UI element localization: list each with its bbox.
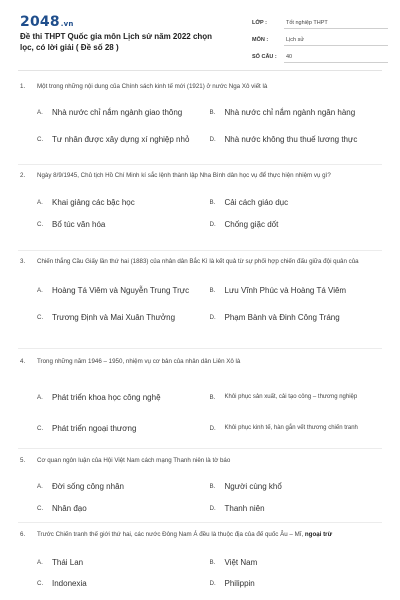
option-row (37, 476, 382, 498)
option-text: Phạm Bành và Đinh Công Tráng (224, 312, 340, 322)
exam-header (0, 0, 400, 68)
option-letter: D. (209, 505, 216, 512)
option-c[interactable] (37, 125, 210, 155)
question-emphasis: ngoại trừ (304, 531, 333, 538)
question-number: 5. (20, 457, 26, 464)
option-b[interactable] (210, 101, 383, 125)
option-b[interactable] (210, 552, 383, 574)
option-letter: B. (209, 483, 216, 490)
option-text: Nhà nước chỉ nắm ngành ngân hàng (224, 107, 356, 117)
option-letter: B. (209, 559, 216, 566)
option-letter: A. (37, 287, 43, 294)
meta-value: 40 (284, 51, 388, 63)
option-letter: A. (37, 109, 43, 116)
option-row (37, 125, 382, 155)
option-row (37, 552, 382, 574)
option-d[interactable] (210, 307, 383, 329)
option-letter: D. (209, 136, 216, 143)
option-row (37, 275, 382, 307)
option-letter: D. (209, 221, 216, 228)
answer-options (20, 101, 382, 155)
question-3 (20, 257, 382, 329)
question-number: 1. (20, 83, 26, 90)
option-text: Hoàng Tá Viêm và Nguyễn Trung Trực (52, 285, 190, 295)
option-b[interactable] (210, 275, 383, 307)
meta-value: Tốt nghiệp THPT (284, 17, 388, 29)
option-letter: B. (209, 199, 216, 206)
option-letter: D. (209, 425, 216, 432)
question-prompt: Một trong những nội dung của Chính sách kinh tế mới (1921) ở nước Nga Xô viết là (37, 83, 268, 90)
question-2 (20, 171, 382, 236)
option-a[interactable] (37, 381, 210, 415)
option-b[interactable] (210, 192, 383, 214)
option-row (37, 307, 382, 329)
option-text: Thái Lan (52, 557, 84, 567)
option-row (37, 214, 382, 236)
option-text: Lưu Vĩnh Phúc và Hoàng Tá Viêm (224, 285, 347, 295)
option-c[interactable] (37, 307, 210, 329)
option-d[interactable] (210, 214, 383, 236)
option-a[interactable] (37, 275, 210, 307)
option-a[interactable] (37, 476, 210, 498)
option-letter: A. (37, 483, 43, 490)
exam-title: Đề thi THPT Quốc gia môn Lịch sử năm 2022 chọn lọc, có lời giải ( Đề số 28 ) (20, 32, 213, 52)
header-divider (18, 70, 382, 71)
question-4 (20, 357, 382, 443)
question-prompt: Chiến thắng Cầu Giấy lần thứ hai (1883) của nhân dân Bắc Kì là kết quả từ sự phối hợp chiến đấu giữa đội quân của (37, 258, 359, 265)
option-letter: A. (37, 394, 43, 401)
option-d[interactable] (210, 125, 383, 155)
option-letter: C. (37, 505, 44, 512)
option-letter: B. (209, 394, 216, 401)
option-a[interactable] (37, 552, 210, 574)
option-letter: C. (37, 221, 44, 228)
option-text: Phát triển ngoại thương (52, 423, 137, 433)
question-text (20, 357, 382, 367)
option-text: Indonexia (52, 578, 87, 588)
option-text: Phát triển khoa học công nghệ (52, 392, 161, 402)
option-row (37, 498, 382, 520)
option-c[interactable] (37, 498, 210, 520)
option-row (37, 574, 382, 594)
option-text: Khai giảng các bậc học (52, 197, 135, 207)
question-6 (20, 530, 382, 594)
option-c[interactable] (37, 574, 210, 594)
meta-label: LỚP : (252, 19, 267, 26)
meta-row-count (252, 48, 388, 65)
meta-value: Lịch sử (284, 34, 388, 46)
option-text: Chống giặc dốt (224, 219, 279, 229)
question-divider (18, 164, 382, 165)
question-prompt: Ngày 8/9/1945, Chủ tịch Hồ Chí Minh kí sắc lệnh thành lập Nha Bình dân học vụ để thực hiện nhiệm vụ gì? (37, 172, 331, 179)
option-row (37, 381, 382, 415)
meta-row-class (252, 14, 388, 31)
question-text (20, 82, 382, 92)
meta-label: MÔN : (252, 36, 269, 43)
question-text (20, 257, 382, 267)
question-prompt: Trong những năm 1946 – 1950, nhiệm vụ cơ bản của nhân dân Liên Xô là (37, 358, 241, 365)
option-row (37, 415, 382, 443)
option-a[interactable] (37, 192, 210, 214)
answer-options (20, 192, 382, 236)
option-letter: C. (37, 136, 44, 143)
option-text: Thanh niên (224, 503, 265, 513)
option-letter: D. (209, 580, 216, 587)
question-text (20, 456, 382, 466)
option-letter: C. (37, 314, 44, 321)
question-text (20, 530, 382, 540)
option-text: Người cùng khổ (224, 481, 282, 491)
question-number: 2. (20, 172, 26, 179)
option-text: Trương Định và Mai Xuân Thưởng (52, 312, 176, 322)
option-a[interactable] (37, 101, 210, 125)
question-prompt-text: Trước Chiến tranh thế giới thứ hai, các nước Đông Nam Á đều là thuộc địa của đế quốc Âu – Mĩ, (37, 531, 304, 538)
option-d[interactable] (210, 415, 383, 443)
option-text: Nhân đạo (52, 503, 87, 513)
option-row (37, 101, 382, 125)
answer-options (20, 275, 382, 329)
question-text (20, 171, 382, 181)
option-text: Khôi phục sản xuất, cải tạo công – thương nghiệp (224, 394, 358, 400)
question-divider (18, 250, 382, 251)
option-text: Tư nhân được xây dựng xí nghiệp nhỏ (52, 134, 190, 144)
option-c[interactable] (37, 214, 210, 236)
question-prompt (37, 530, 382, 540)
option-text: Philippin (224, 578, 255, 588)
option-d[interactable] (210, 498, 383, 520)
option-letter: B. (209, 287, 216, 294)
option-letter: C. (37, 425, 44, 432)
meta-row-subject (252, 31, 388, 48)
option-text: Khôi phục kinh tế, hàn gắn vết thương chiến tranh (224, 425, 358, 431)
meta-label: SỐ CÂU : (252, 53, 277, 60)
option-letter: D. (209, 314, 216, 321)
question-number: 4. (20, 358, 26, 365)
logo-suffix: .vn (60, 20, 74, 28)
option-b[interactable] (210, 476, 383, 498)
option-letter: A. (37, 559, 43, 566)
option-c[interactable] (37, 415, 210, 443)
question-number: 3. (20, 258, 26, 265)
question-prompt: Cơ quan ngôn luận của Hội Việt Nam cách mạng Thanh niên là tờ báo (37, 457, 231, 464)
question-divider (18, 448, 382, 449)
answer-options (20, 552, 382, 594)
option-b[interactable] (210, 381, 383, 415)
question-1 (20, 82, 382, 155)
option-text: Đời sống công nhân (52, 481, 124, 491)
option-text: Nhà nước không thu thuế lương thực (224, 134, 358, 144)
option-text: Cải cách giáo dục (224, 197, 289, 207)
option-letter: C. (37, 580, 44, 587)
question-divider (18, 348, 382, 349)
exam-meta (252, 14, 388, 65)
question-number: 6. (20, 531, 26, 538)
option-text: Bổ túc văn hóa (52, 219, 106, 229)
answer-options (20, 476, 382, 520)
question-divider (18, 522, 382, 523)
option-text: Việt Nam (224, 557, 258, 567)
question-5 (20, 456, 382, 520)
option-d[interactable] (210, 574, 383, 594)
option-row (37, 192, 382, 214)
option-text: Nhà nước chỉ nắm ngành giao thông (52, 107, 183, 117)
logo-text: 2048 (20, 14, 60, 30)
option-letter: A. (37, 199, 43, 206)
answer-options (20, 381, 382, 443)
option-letter: B. (209, 109, 216, 116)
